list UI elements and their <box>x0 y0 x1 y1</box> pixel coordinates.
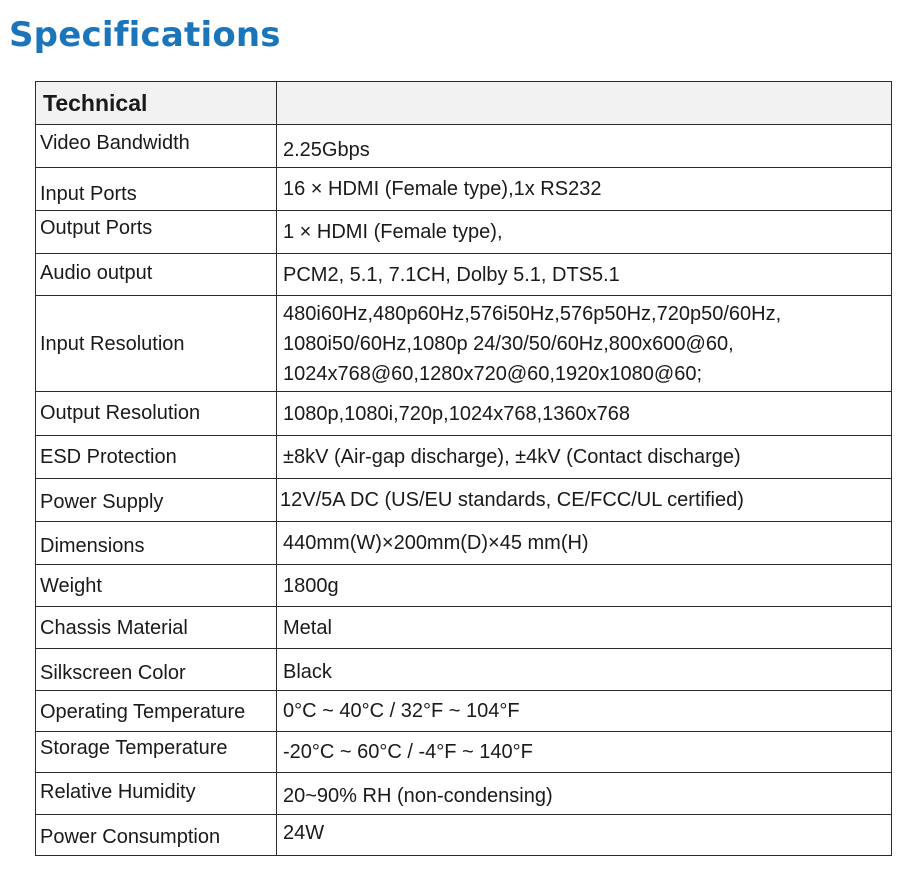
section-header-technical: Technical <box>36 82 277 125</box>
spec-label: Output Ports <box>36 211 277 254</box>
table-row <box>36 691 892 732</box>
spec-value <box>277 691 892 732</box>
spec-value <box>277 254 892 296</box>
spec-label: Audio output <box>36 254 277 296</box>
table-row <box>36 773 892 815</box>
spec-value-line: PCM2, 5.1, 7.1CH, Dolby 5.1, DTS5.1 <box>283 263 620 286</box>
table-row <box>36 168 892 211</box>
spec-value <box>277 607 892 649</box>
spec-value-line: 12V/5A DC (US/EU standards, CE/FCC/UL certified) <box>280 489 744 511</box>
spec-value-line: 2.25Gbps <box>283 139 370 161</box>
spec-value-line: 440mm(W)×200mm(D)×45 mm(H) <box>283 532 589 554</box>
spec-value <box>277 296 892 392</box>
table-header-row <box>36 82 892 125</box>
spec-label: Input Ports <box>36 168 277 211</box>
spec-value <box>277 649 892 691</box>
page-title: Specifications <box>9 15 281 55</box>
table-row <box>36 522 892 565</box>
spec-label: Relative Humidity <box>36 773 277 815</box>
spec-value-line: ±8kV (Air-gap discharge), ±4kV (Contact discharge) <box>283 446 741 468</box>
table-row <box>36 649 892 691</box>
spec-value <box>277 436 892 479</box>
spec-value <box>277 522 892 565</box>
table-row <box>36 732 892 773</box>
spec-value <box>277 125 892 168</box>
table-row <box>36 607 892 649</box>
table-body <box>36 125 892 856</box>
table-row <box>36 211 892 254</box>
spec-value-line: 24W <box>283 822 325 844</box>
spec-value <box>277 732 892 773</box>
spec-label: Power Supply <box>36 479 277 522</box>
spec-label: Silkscreen Color <box>36 649 277 691</box>
table-row <box>36 436 892 479</box>
spec-value-line: 1080i50/60Hz,1080p 24/30/50/60Hz,800x600@60, <box>283 332 734 355</box>
section-header-value <box>277 82 892 125</box>
spec-value <box>277 815 892 856</box>
spec-value-line: Black <box>283 660 332 683</box>
spec-label: Input Resolution <box>36 296 277 392</box>
spec-value-line: 1080p,1080i,720p,1024x768,1360x768 <box>283 402 630 425</box>
spec-label: Dimensions <box>36 522 277 565</box>
spec-value-line: 480i60Hz,480p60Hz,576i50Hz,576p50Hz,720p50/60Hz, <box>283 302 782 325</box>
spec-value <box>277 479 892 522</box>
spec-value-line: 16 × HDMI (Female type),1x RS232 <box>283 178 602 200</box>
spec-value-line: -20°C ~ 60°C / -4°F ~ 140°F <box>283 741 533 763</box>
spec-value <box>277 168 892 211</box>
spec-label: Weight <box>36 565 277 607</box>
table-row <box>36 254 892 296</box>
spec-value <box>277 773 892 815</box>
table-row <box>36 815 892 856</box>
spec-value-line: 1 × HDMI (Female type), <box>283 221 503 243</box>
spec-label: Video Bandwidth <box>36 125 277 168</box>
spec-label: Output Resolution <box>36 392 277 436</box>
spec-value-line: 0°C ~ 40°C / 32°F ~ 104°F <box>283 700 520 722</box>
spec-value-line: 1800g <box>283 574 339 597</box>
spec-label: Operating Temperature <box>36 691 277 732</box>
table-row <box>36 479 892 522</box>
spec-value <box>277 565 892 607</box>
spec-value-line: 1024x768@60,1280x720@60,1920x1080@60; <box>283 362 703 385</box>
spec-label: Power Consumption <box>36 815 277 856</box>
spec-value-line: 20~90% RH (non-condensing) <box>283 784 553 807</box>
spec-label: ESD Protection <box>36 436 277 479</box>
table-row <box>36 125 892 168</box>
spec-label: Chassis Material <box>36 607 277 649</box>
spec-value <box>277 392 892 436</box>
spec-value-line: Metal <box>283 616 332 639</box>
table-row <box>36 392 892 436</box>
table-row <box>36 565 892 607</box>
table-row <box>36 296 892 392</box>
specifications-table <box>35 81 892 856</box>
spec-value <box>277 211 892 254</box>
spec-label: Storage Temperature <box>36 732 277 773</box>
